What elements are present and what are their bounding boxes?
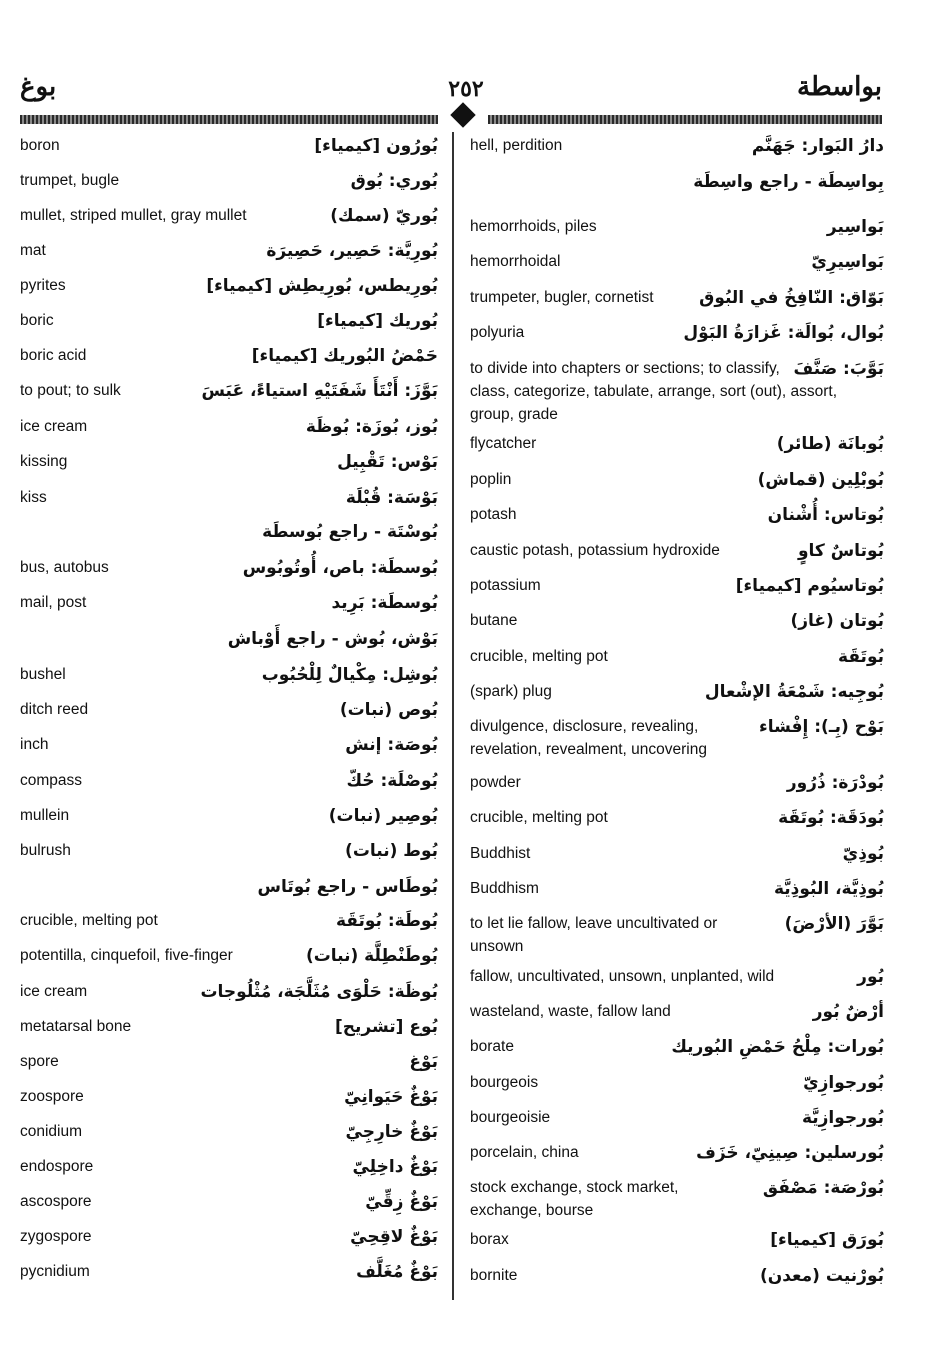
entry-arabic: بَوَّبَ: صَنَّفَ bbox=[793, 359, 884, 379]
entry-arabic: بُوتاسٌ كاوٍ bbox=[797, 541, 884, 561]
dictionary-entry bbox=[470, 645, 884, 680]
entry-english: potash bbox=[470, 506, 517, 523]
entry-english: potentilla, cinquefoil, five-finger bbox=[20, 947, 233, 964]
entry-english: bourgeois bbox=[470, 1074, 539, 1091]
entry-english: bourgeoisie bbox=[470, 1109, 551, 1126]
entry-english: spore bbox=[20, 1053, 59, 1070]
dictionary-entry bbox=[470, 1176, 884, 1228]
entry-english: caustic potash, potassium hydroxide bbox=[470, 542, 720, 559]
dictionary-entry bbox=[20, 698, 438, 733]
entry-english: trumpet, bugle bbox=[20, 172, 120, 189]
dictionary-entry bbox=[470, 539, 884, 574]
dictionary-entry bbox=[470, 574, 884, 609]
entry-arabic: بَوَّزَ: أَنْتَأَ شَفَتَيْهِ استياءً، عَبَسَ bbox=[201, 381, 438, 401]
entry-arabic: بُوصَة: إنش bbox=[345, 735, 438, 755]
dictionary-entry bbox=[470, 912, 884, 965]
entry-arabic: بَواسِير bbox=[826, 217, 884, 237]
dictionary-entry bbox=[20, 169, 438, 204]
entry-arabic: بُوال، بُوالَة: غَزارَةُ البَوْل bbox=[683, 323, 884, 343]
dictionary-entry bbox=[20, 733, 438, 769]
entry-english: mullein bbox=[20, 807, 70, 824]
dictionary-entry bbox=[20, 1015, 438, 1050]
entry-arabic: بَوْس: تَقْبِيل bbox=[337, 452, 438, 472]
entry-arabic: بُوز، بُوزَة: بُوظَة bbox=[305, 417, 438, 437]
entry-arabic: بِواسِطَة - راجع واسِطَة bbox=[693, 172, 884, 192]
entry-arabic: بُوص (نبات) bbox=[339, 700, 438, 720]
entry-english: fallow, uncultivated, unsown, unplanted, wild bbox=[470, 968, 775, 985]
column-divider bbox=[452, 132, 454, 1300]
entry-arabic: بُوصِير (نبات) bbox=[328, 806, 438, 826]
dictionary-entry bbox=[20, 204, 438, 239]
entry-english: bulrush bbox=[20, 842, 71, 859]
entry-arabic: بَوْغٌ زِقِّيّ bbox=[365, 1192, 438, 1212]
dictionary-entry bbox=[20, 1155, 438, 1190]
entry-english: hemorrhoids, piles bbox=[470, 218, 597, 235]
dictionary-entry bbox=[470, 503, 884, 539]
entry-english: crucible, melting pot bbox=[20, 912, 158, 929]
entry-arabic: بُوتَقَة bbox=[838, 647, 884, 667]
dictionary-entry bbox=[20, 1085, 438, 1120]
dictionary-entry bbox=[470, 1000, 884, 1035]
entry-english: endospore bbox=[20, 1158, 94, 1175]
entry-english: inch bbox=[20, 736, 49, 753]
dictionary-entry bbox=[470, 1141, 884, 1176]
dictionary-entry bbox=[20, 769, 438, 804]
entry-english: divulgence, disclosure, revealing, revelation, revealment, uncovering bbox=[470, 718, 707, 758]
left-column bbox=[20, 134, 438, 1295]
dictionary-entry bbox=[470, 609, 884, 645]
page-number: ٢٥٢ bbox=[448, 76, 484, 101]
dictionary-entry bbox=[20, 520, 438, 556]
entry-arabic: بُوريك [كيمياء] bbox=[317, 311, 438, 331]
dictionary-entry bbox=[470, 134, 884, 170]
dictionary-entry bbox=[20, 134, 438, 169]
entry-arabic: بُوظَة: حَلْوَى مُثَلَّجَة، مُثْلُوجات bbox=[200, 982, 438, 1002]
entry-english: potassium bbox=[470, 577, 541, 594]
entry-english: wasteland, waste, fallow land bbox=[470, 1003, 671, 1020]
dictionary-entry bbox=[20, 486, 438, 520]
entry-arabic: بُودْرَة: ذُرُور bbox=[786, 773, 884, 793]
entry-arabic: دارُ البَوار: جَهَنَّم bbox=[751, 136, 884, 156]
dictionary-entry bbox=[20, 239, 438, 274]
entry-english: boric bbox=[20, 312, 54, 329]
entry-arabic: بَوْح (بِـ): إِفْشاء bbox=[759, 717, 884, 737]
dictionary-entry bbox=[20, 1190, 438, 1225]
entry-english: boric acid bbox=[20, 347, 87, 364]
dictionary-entry bbox=[20, 556, 438, 591]
entry-arabic: بُوذِيّ bbox=[842, 844, 884, 864]
dictionary-entry bbox=[20, 1120, 438, 1155]
dictionary-entry bbox=[20, 839, 438, 875]
entry-english: metatarsal bone bbox=[20, 1018, 132, 1035]
entry-arabic: بُورجوازِيَّة bbox=[801, 1108, 884, 1128]
dictionary-entry bbox=[20, 1050, 438, 1085]
entry-english: poplin bbox=[470, 471, 512, 488]
entry-arabic: بُوتاس: أُشْنان bbox=[767, 505, 884, 525]
entry-arabic: بُوسطَة: بَرِيد bbox=[331, 593, 438, 613]
entry-english: polyuria bbox=[470, 324, 525, 341]
entry-english: butane bbox=[470, 612, 518, 629]
dictionary-entry bbox=[470, 321, 884, 357]
entry-arabic: بُوذِيَّة، البُوذِيَّة bbox=[773, 879, 884, 899]
dictionary-entry bbox=[20, 663, 438, 698]
entry-english: mat bbox=[20, 242, 46, 259]
header-right-word: بواسطة bbox=[797, 72, 882, 101]
dictionary-entry bbox=[470, 1228, 884, 1264]
entry-english: mullet, striped mullet, gray mullet bbox=[20, 207, 247, 224]
entry-arabic: بُورجوازِيّ bbox=[803, 1073, 884, 1093]
dictionary-entry bbox=[20, 1225, 438, 1260]
entry-english: kiss bbox=[20, 489, 47, 506]
entry-arabic: بَوّاق: النّافِخُ في البُوق bbox=[699, 288, 884, 308]
dictionary-entry bbox=[20, 379, 438, 415]
entry-english: ascospore bbox=[20, 1193, 92, 1210]
dictionary-entry bbox=[20, 627, 438, 663]
header-rule-right bbox=[488, 115, 882, 124]
entry-english: bushel bbox=[20, 666, 66, 683]
entry-arabic: بُورات: مِلْحُ حَمْضِ البُوريك bbox=[671, 1037, 884, 1057]
entry-arabic: بُوجِيه: شَمْعَةُ الإشْعال bbox=[704, 682, 884, 702]
entry-english: trumpeter, bugler, cornetist bbox=[470, 289, 654, 306]
entry-english: porcelain, china bbox=[470, 1144, 579, 1161]
entry-english: borate bbox=[470, 1038, 514, 1055]
entry-arabic: بُورِيطس، بُورِيطِش [كيمياء] bbox=[206, 276, 438, 296]
diamond-ornament bbox=[450, 102, 475, 127]
dictionary-entry bbox=[470, 286, 884, 321]
entry-arabic: بُوشِل: مِكْيالٌ لِلْحُبُوب bbox=[261, 665, 438, 685]
dictionary-entry bbox=[470, 357, 884, 432]
entry-english: boron bbox=[20, 137, 60, 154]
dictionary-entry bbox=[470, 1264, 884, 1299]
entry-english: to let lie fallow, leave uncultivated or unsown bbox=[470, 915, 718, 955]
entry-arabic: بُودَقَة: بُوتَقَة bbox=[778, 808, 884, 828]
entry-english: hell, perdition bbox=[470, 137, 563, 154]
entry-arabic: بُورَق [كيمياء] bbox=[770, 1230, 884, 1250]
entry-arabic: بُورْنيت (معدن) bbox=[759, 1266, 884, 1286]
dictionary-entry bbox=[20, 980, 438, 1015]
entry-english: zygospore bbox=[20, 1228, 92, 1245]
entry-english: bus, autobus bbox=[20, 559, 109, 576]
dictionary-entry bbox=[470, 215, 884, 250]
entry-english: crucible, melting pot bbox=[470, 648, 608, 665]
entry-arabic: بُوطَاس - راجع بُوتَاس bbox=[257, 877, 438, 897]
dictionary-entry bbox=[470, 771, 884, 806]
entry-english: stock exchange, stock market, exchange, bourse bbox=[470, 1179, 679, 1219]
entry-arabic: بَوْغٌ مُغَلَّف bbox=[356, 1262, 438, 1282]
entry-english: borax bbox=[470, 1231, 509, 1248]
entry-arabic: بُورُون [كيمياء] bbox=[314, 136, 438, 156]
dictionary-entry bbox=[20, 909, 438, 944]
dictionary-entry bbox=[470, 1035, 884, 1071]
entry-arabic: بُوسطَة: باص، أُوتُوبُوس bbox=[242, 558, 438, 578]
entry-arabic: بُوصْلَة: حُكّ bbox=[346, 771, 438, 791]
entry-english: hemorrhoidal bbox=[470, 253, 561, 270]
dictionary-entry bbox=[20, 804, 438, 839]
entry-english: pyrites bbox=[20, 277, 66, 294]
entry-english: ice cream bbox=[20, 418, 88, 435]
entry-english: powder bbox=[470, 774, 521, 791]
entry-arabic: بُوبْلِين (قماش) bbox=[757, 470, 884, 490]
dictionary-entry bbox=[20, 274, 438, 309]
entry-arabic: بَوْغٌ خارِجِيّ bbox=[345, 1122, 438, 1142]
entry-arabic: بَوْسَة: قُبْلَة bbox=[345, 488, 438, 508]
dictionary-entry bbox=[20, 344, 438, 379]
entry-english: mail, post bbox=[20, 594, 87, 611]
entry-arabic: بُوط (نبات) bbox=[345, 841, 438, 861]
entry-arabic: أرْضٌ بُور bbox=[812, 1002, 884, 1022]
entry-arabic: بُورِيَّة: حَصِير، حَصِيرَة bbox=[266, 241, 438, 261]
entry-arabic: بُور bbox=[857, 967, 884, 987]
dictionary-entry bbox=[470, 877, 884, 912]
dictionary-entry bbox=[20, 309, 438, 344]
entry-english: (spark) plug bbox=[470, 683, 552, 700]
entry-english: Buddhism bbox=[470, 880, 539, 897]
entry-english: flycatcher bbox=[470, 435, 537, 452]
dictionary-entry bbox=[20, 944, 438, 980]
dictionary-entry bbox=[470, 806, 884, 842]
dictionary-entry bbox=[470, 680, 884, 715]
dictionary-entry bbox=[470, 468, 884, 503]
dictionary-entry bbox=[470, 432, 884, 468]
header-rule-left bbox=[20, 115, 438, 124]
dictionary-entry bbox=[20, 875, 438, 909]
dictionary-entry bbox=[470, 965, 884, 1000]
dictionary-entry bbox=[470, 1071, 884, 1106]
entry-english: ditch reed bbox=[20, 701, 89, 718]
dictionary-entry bbox=[470, 170, 884, 215]
entry-english: compass bbox=[20, 772, 83, 789]
dictionary-entry bbox=[470, 250, 884, 286]
entry-arabic: بَوْغ bbox=[409, 1052, 438, 1072]
entry-arabic: بُوري: بُوق bbox=[350, 171, 438, 191]
entry-arabic: بَواسِيرِيّ bbox=[811, 252, 884, 272]
dictionary-entry bbox=[20, 591, 438, 627]
entry-english: to divide into chapters or sections; to classify, class, categorize, tabulate, arrange, sort (out), assort, group, grade bbox=[470, 360, 838, 423]
entry-arabic: بُورْصَة: مَصْفَق bbox=[762, 1178, 884, 1198]
entry-arabic: بَوْش، بُوش - راجع أَوْباش bbox=[227, 629, 438, 649]
entry-english: Buddhist bbox=[470, 845, 531, 862]
entry-arabic: بُوطَنْطِلَّة (نبات) bbox=[305, 946, 438, 966]
header-left-word: بوغ bbox=[20, 72, 57, 101]
dictionary-entry bbox=[470, 715, 884, 771]
entry-arabic: بَوْغٌ لاقِحِيّ bbox=[350, 1227, 438, 1247]
dictionary-entry bbox=[470, 842, 884, 877]
entry-arabic: بُوريّ (سمك) bbox=[330, 206, 438, 226]
entry-arabic: حَمْضُ البُوريك [كيمياء] bbox=[251, 346, 438, 366]
entry-arabic: بُوسْتَة - راجع بُوسطَة bbox=[262, 522, 438, 542]
entry-english: zoospore bbox=[20, 1088, 84, 1105]
entry-arabic: بُورسلين: صِينِيّ، خَزَف bbox=[696, 1143, 884, 1163]
entry-arabic: بَوْغٌ حَيَوانِيّ bbox=[344, 1087, 438, 1107]
right-column bbox=[470, 134, 884, 1299]
entry-english: crucible, melting pot bbox=[470, 809, 608, 826]
entry-arabic: بُوتاسيُوم [كيمياء] bbox=[735, 576, 884, 596]
entry-english: to pout; to sulk bbox=[20, 382, 121, 399]
entry-arabic: بُوبانَة (طائر) bbox=[776, 434, 884, 454]
entry-arabic: بُوع [تشريح] bbox=[334, 1017, 438, 1037]
dictionary-entry bbox=[20, 1260, 438, 1295]
entry-english: kissing bbox=[20, 453, 68, 470]
entry-english: bornite bbox=[470, 1267, 518, 1284]
dictionary-entry bbox=[20, 450, 438, 486]
dictionary-entry bbox=[470, 1106, 884, 1141]
entry-english: pycnidium bbox=[20, 1263, 90, 1280]
entry-arabic: بُوتان (غاز) bbox=[790, 611, 884, 631]
entry-arabic: بَوَّرَ (الأرْضَ) bbox=[784, 914, 884, 934]
entry-english: ice cream bbox=[20, 983, 88, 1000]
entry-arabic: بُوطَة: بُوتَقَة bbox=[335, 911, 438, 931]
dictionary-entry bbox=[20, 415, 438, 450]
entry-english: conidium bbox=[20, 1123, 83, 1140]
entry-arabic: بَوْغٌ داخِلِيّ bbox=[352, 1157, 438, 1177]
